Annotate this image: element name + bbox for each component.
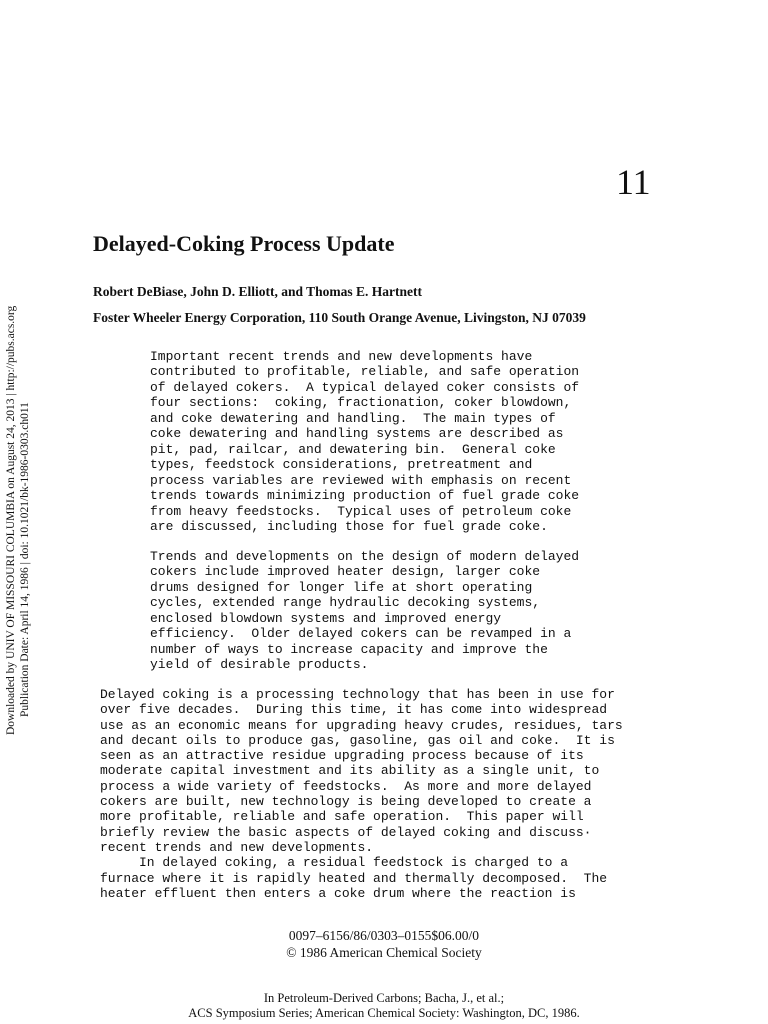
source-citation bbox=[0, 991, 768, 1021]
publication-note: Publication Date: April 14, 1986 | doi: 10.1021/bk-1986-0303.ch011 bbox=[19, 402, 31, 717]
source-line-2: ACS Symposium Series; American Chemical Society: Washington, DC, 1986. bbox=[188, 1006, 580, 1020]
body-text: Delayed coking is a processing technology that has been in use for over five decades. During this time, it has come into widespread use as an economic means for upgrading heavy crudes, residues, tars and decant oils to produce gas, gasoline, gas oil and coke. It is seen as an attractive residue upgrading process because of its moderate capital investment and its ability as a single unit, to process a wide variety of feedstocks. As more and more delayed cokers are built, new technology is being developed to create a more profitable, reliable and safe operation. This paper will briefly review the basic aspects of delayed coking and discuss· recent trends and new developments. In delayed coking, a residual feedstock is charged to a furnace where it is rapidly heated and thermally decomposed. The heater effluent then enters a coke drum where the reaction is bbox=[100, 687, 623, 901]
abstract-paragraph-1: Important recent trends and new developments have contributed to profitable, reliable, and safe operation of delayed cokers. A typical delayed coker consists of four sections: coking, fractionation, coker blowdown, and coke dewatering and handling. The main types of coke dewatering and handling systems are described as pit, pad, railcar, and dewatering bin. General coke types, feedstock considerations, pretreatment and process variables are reviewed with emphasis on recent trends towards minimizing production of fuel grade coke from heavy feedstocks. Typical uses of petroleum coke are discussed, including those for fuel grade coke. bbox=[150, 349, 580, 534]
paper-title: Delayed-Coking Process Update bbox=[93, 231, 395, 256]
chapter-number: 11 bbox=[616, 162, 651, 202]
copyright-block bbox=[0, 927, 768, 961]
abstract-paragraph-2: Trends and developments on the design of modern delayed cokers include improved heater design, larger coke drums designed for longer life at short operating cycles, extended range hydraulic decoking systems, enclosed blowdown systems and improved energy efficiency. Older delayed cokers can be revamped in a number of ways to increase capacity and improve the yield of desirable products. bbox=[150, 549, 580, 673]
download-note: Downloaded by UNIV OF MISSOURI COLUMBIA on August 24, 2013 | http://pubs.acs.org bbox=[5, 305, 17, 735]
copyright-notice: © 1986 American Chemical Society bbox=[286, 945, 482, 960]
author-list: Robert DeBiase, John D. Elliott, and Thomas E. Hartnett bbox=[93, 284, 423, 299]
author-affiliation: Foster Wheeler Energy Corporation, 110 South Orange Avenue, Livingston, NJ 07039 bbox=[93, 310, 586, 325]
download-watermark bbox=[4, 306, 32, 735]
source-line-1: In Petroleum-Derived Carbons; Bacha, J., et al.; bbox=[263, 991, 505, 1005]
copyright-code: 0097–6156/86/0303–0155$06.00/0 bbox=[288, 928, 480, 943]
